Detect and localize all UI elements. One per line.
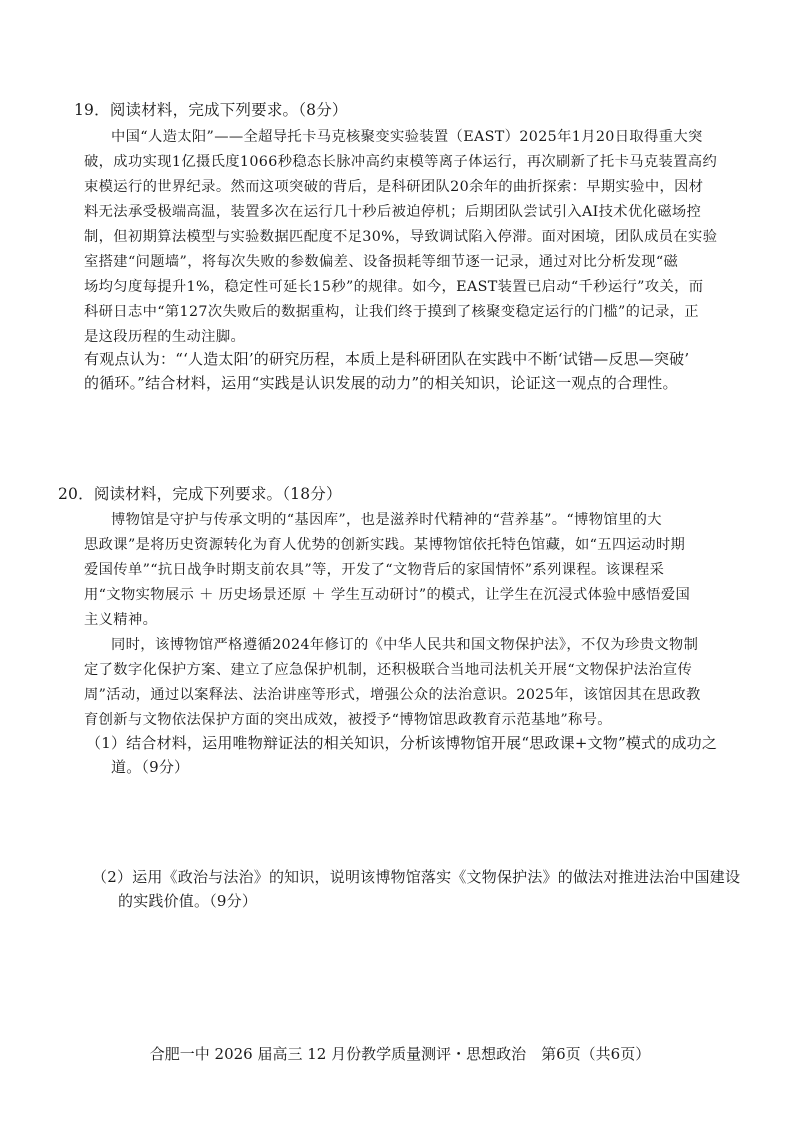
- q20-subquestion-1: （1）结合材料，运用唯物辩证法的相关知识，分析该博物馆开展“思政课+文物”模式的成功之: [86, 734, 718, 752]
- q20-material-line: 定了数字化保护方案、建立了应急保护机制，还积极联合当地司法机关开展“文物保护法治宣传: [84, 662, 693, 678]
- q19-heading: 19．阅读材料，完成下列要求。（8分）: [74, 101, 348, 119]
- q20-material-line: 周”活动，通过以案释法、法治讲座等形式，增强公众的法治意识。2025年，该馆因其在思政教: [84, 687, 701, 703]
- q19-material-line: 场均匀度每提升1%，稳定性可延长15秒”的规律。如今，EAST装置已启动“千秒运行”攻关，而: [84, 279, 704, 295]
- q19-material-line: 束模运行的世界纪录。然而这项突破的背后，是科研团队20余年的曲折探索：早期实验中，因材: [84, 179, 704, 195]
- q20-material-line: 爱国传单”“抗日战争时期支前农具”等，开发了“文物背后的家国情怀”系列课程。该课程采: [84, 562, 665, 578]
- q20-subquestion-2-cont: 的实践价值。（9分）: [118, 892, 258, 910]
- page-footer: 合肥一中 2026 届高三 12 月份教学质量测评・思想政治 第6页（共6页）: [149, 1045, 651, 1063]
- q20-material-line: 用“文物实物展示 ＋ 历史场景还原 ＋ 学生互动研讨”的模式，让学生在沉浸式体验中感悟爱国: [84, 587, 691, 603]
- q19-material-line: 室搭建“问题墙”，将每次失败的参数偏差、设备损耗等细节逐一记录，通过对比分析发现“磁: [84, 254, 679, 270]
- q20-subquestion-1-cont: 道。（9分）: [111, 758, 190, 776]
- q19-material-line: 料无法承受极端高温，装置多次在运行几十秒后被迫停机；后期团队尝试引入AI技术优化磁场控: [84, 204, 702, 220]
- q20-material-line: 育创新与文物依法保护方面的突出成效，被授予“博物馆思政教育示范基地”称号。: [84, 712, 612, 728]
- q20-heading: 20．阅读材料，完成下列要求。（18分）: [58, 485, 342, 503]
- q20-subquestion-2: （2）运用《政治与法治》的知识，说明该博物馆落实《文物保护法》的做法对推进法治中国建设: [92, 868, 741, 886]
- q19-material-line: 是这段历程的生动注脚。: [84, 329, 246, 345]
- q19-material-line: 中国“人造太阳”——全超导托卡马克核聚变实验装置（EAST）2025年1月20日取得重大突: [111, 129, 703, 145]
- q20-material-line: 主义精神。: [84, 612, 158, 628]
- q19-question-line: 有观点认为：“‘人造太阳’的研究历程，本质上是科研团队在实践中不断‘试错—反思—突破’: [84, 350, 690, 368]
- q20-material-line: 思政课”是将历史资源转化为育人优势的创新实践。某博物馆依托特色馆藏，如“五四运动时期: [84, 537, 686, 553]
- q19-question-line: 的循环。”结合材料，运用“实践是认识发展的动力”的相关知识，论证这一观点的合理性。: [84, 374, 678, 392]
- q20-material-line: 博物馆是守护与传承文明的“基因库”，也是滋养时代精神的“营养基”。“博物馆里的大: [111, 512, 662, 528]
- q20-material-line: 同时，该博物馆严格遵循2024年修订的《中华人民共和国文物保护法》，不仅为珍贵文物制: [111, 637, 699, 653]
- q19-material-line: 破，成功实现1亿摄氏度1066秒稳态长脉冲高约束模等离子体运行，再次刷新了托卡马克装置高约: [84, 154, 718, 170]
- q19-material-line: 科研日志中“第127次失败后的数据重构，让我们终于摸到了核聚变稳定运行的门槛”的记录，正: [84, 304, 699, 320]
- q19-material-line: 制，但初期算法模型与实验数据匹配度不足30%，导致调试陷入停滞。面对困境，团队成员在实验: [84, 229, 718, 245]
